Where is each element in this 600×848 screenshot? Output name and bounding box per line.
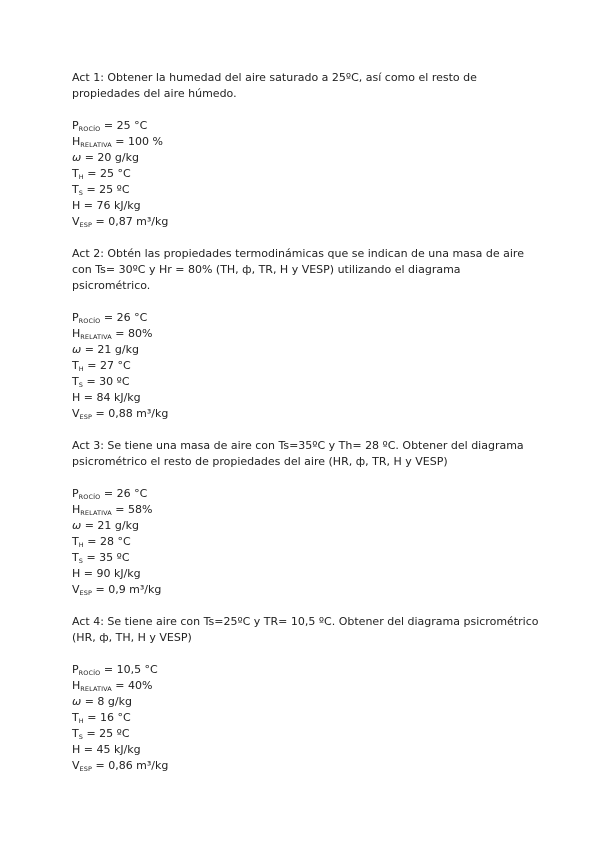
property-line bbox=[72, 566, 542, 582]
property-symbol: T bbox=[72, 375, 79, 388]
property-list bbox=[72, 310, 542, 422]
property-symbol: V bbox=[72, 759, 80, 772]
property-subscript: ROCÍO bbox=[78, 669, 101, 677]
property-symbol: H bbox=[72, 391, 81, 404]
property-list bbox=[72, 486, 542, 598]
property-line bbox=[72, 710, 542, 726]
activity-3 bbox=[72, 438, 542, 598]
property-subscript: S bbox=[78, 189, 83, 197]
property-value: = 0,86 m³/kg bbox=[91, 759, 169, 772]
property-symbol: ω bbox=[72, 695, 82, 708]
property-subscript: RELATIVA bbox=[80, 333, 112, 341]
property-value: = 10,5 °C bbox=[100, 663, 158, 676]
property-symbol: P bbox=[72, 311, 79, 324]
property-symbol: ω bbox=[72, 151, 82, 164]
property-line bbox=[72, 342, 542, 358]
property-symbol: T bbox=[72, 167, 79, 180]
property-symbol: H bbox=[72, 743, 81, 756]
property-line bbox=[72, 678, 542, 694]
property-subscript: RELATIVA bbox=[80, 509, 112, 517]
property-subscript: ESP bbox=[79, 589, 92, 597]
property-value: = 25 ºC bbox=[82, 727, 130, 740]
property-value: = 40% bbox=[111, 679, 153, 692]
property-symbol: T bbox=[72, 535, 79, 548]
property-subscript: ESP bbox=[79, 765, 92, 773]
property-line bbox=[72, 758, 542, 774]
property-value: = 84 kJ/kg bbox=[80, 391, 141, 404]
property-value: = 0,9 m³/kg bbox=[91, 583, 162, 596]
property-line bbox=[72, 198, 542, 214]
property-value: = 26 °C bbox=[100, 487, 148, 500]
activity-heading: Act 1: Obtener la humedad del aire saturado a 25ºC, así como el resto de propiedades del aire húmedo. bbox=[72, 71, 477, 100]
property-line bbox=[72, 534, 542, 550]
property-value: = 45 kJ/kg bbox=[80, 743, 141, 756]
property-symbol: P bbox=[72, 119, 79, 132]
property-value: = 27 °C bbox=[83, 359, 131, 372]
property-subscript: ROCÍO bbox=[78, 317, 101, 325]
property-value: = 35 ºC bbox=[82, 551, 130, 564]
property-subscript: RELATIVA bbox=[80, 141, 112, 149]
property-line bbox=[72, 582, 542, 598]
property-line bbox=[72, 214, 542, 230]
property-line bbox=[72, 118, 542, 134]
property-line bbox=[72, 550, 542, 566]
property-value: = 25 °C bbox=[83, 167, 131, 180]
property-line bbox=[72, 166, 542, 182]
property-symbol: T bbox=[72, 183, 79, 196]
property-value: = 90 kJ/kg bbox=[80, 567, 141, 580]
property-line bbox=[72, 326, 542, 342]
property-line bbox=[72, 374, 542, 390]
property-line bbox=[72, 502, 542, 518]
property-line bbox=[72, 150, 542, 166]
property-symbol: ω bbox=[72, 519, 82, 532]
property-value: = 20 g/kg bbox=[81, 151, 139, 164]
property-line bbox=[72, 134, 542, 150]
property-symbol: V bbox=[72, 407, 80, 420]
property-subscript: ESP bbox=[79, 413, 92, 421]
property-symbol: ω bbox=[72, 343, 82, 356]
property-list bbox=[72, 118, 542, 230]
activity-heading: Act 3: Se tiene una masa de aire con Ts=35ºC y Th= 28 ºC. Obtener del diagrama psicrométrico el resto de propiedades del aire (HR, ф, TR, H y VESP) bbox=[72, 439, 524, 468]
property-line bbox=[72, 310, 542, 326]
property-line bbox=[72, 486, 542, 502]
property-symbol: P bbox=[72, 487, 79, 500]
property-symbol: H bbox=[72, 679, 81, 692]
property-symbol: T bbox=[72, 551, 79, 564]
property-subscript: RELATIVA bbox=[80, 685, 112, 693]
property-line bbox=[72, 518, 542, 534]
activity-4 bbox=[72, 614, 542, 774]
property-line bbox=[72, 694, 542, 710]
property-value: = 8 g/kg bbox=[81, 695, 132, 708]
property-value: = 25 °C bbox=[100, 119, 148, 132]
property-symbol: T bbox=[72, 359, 79, 372]
property-subscript: H bbox=[78, 541, 84, 549]
property-subscript: ROCÍO bbox=[78, 125, 101, 133]
property-value: = 100 % bbox=[111, 135, 163, 148]
property-subscript: H bbox=[78, 717, 84, 725]
property-symbol: H bbox=[72, 135, 81, 148]
property-value: = 21 g/kg bbox=[81, 343, 139, 356]
property-symbol: T bbox=[72, 711, 79, 724]
property-value: = 0,88 m³/kg bbox=[91, 407, 169, 420]
property-value: = 25 ºC bbox=[82, 183, 130, 196]
property-value: = 0,87 m³/kg bbox=[91, 215, 169, 228]
property-list bbox=[72, 662, 542, 774]
property-subscript: ROCÍO bbox=[78, 493, 101, 501]
activity-heading: Act 4: Se tiene aire con Ts=25ºC y TR= 10,5 ºC. Obtener del diagrama psicrométrico (HR, ф, TH, H y VESP) bbox=[72, 615, 539, 644]
property-subscript: S bbox=[78, 557, 83, 565]
property-symbol: V bbox=[72, 215, 80, 228]
property-symbol: H bbox=[72, 327, 81, 340]
property-value: = 21 g/kg bbox=[81, 519, 139, 532]
property-symbol: P bbox=[72, 663, 79, 676]
property-value: = 16 °C bbox=[83, 711, 131, 724]
property-symbol: H bbox=[72, 503, 81, 516]
property-line bbox=[72, 390, 542, 406]
property-value: = 30 ºC bbox=[82, 375, 130, 388]
property-symbol: T bbox=[72, 727, 79, 740]
activity-2 bbox=[72, 246, 542, 422]
property-symbol: V bbox=[72, 583, 80, 596]
property-value: = 58% bbox=[111, 503, 153, 516]
property-value: = 28 °C bbox=[83, 535, 131, 548]
property-subscript: H bbox=[78, 173, 84, 181]
property-subscript: S bbox=[78, 381, 83, 389]
property-subscript: ESP bbox=[79, 221, 92, 229]
property-line bbox=[72, 742, 542, 758]
property-subscript: S bbox=[78, 733, 83, 741]
property-line bbox=[72, 726, 542, 742]
property-line bbox=[72, 406, 542, 422]
property-line bbox=[72, 662, 542, 678]
property-subscript: H bbox=[78, 365, 84, 373]
document-body bbox=[72, 70, 542, 790]
activity-heading: Act 2: Obtén las propiedades termodinámicas que se indican de una masa de aire con Ts= 30ºC y Hr = 80% (TH, ф, TR, H y VESP) utilizando el diagrama psicrométrico. bbox=[72, 247, 524, 292]
property-line bbox=[72, 358, 542, 374]
property-value: = 80% bbox=[111, 327, 153, 340]
activity-1 bbox=[72, 70, 542, 230]
property-line bbox=[72, 182, 542, 198]
property-symbol: H bbox=[72, 199, 81, 212]
property-value: = 26 °C bbox=[100, 311, 148, 324]
property-symbol: H bbox=[72, 567, 81, 580]
property-value: = 76 kJ/kg bbox=[80, 199, 141, 212]
